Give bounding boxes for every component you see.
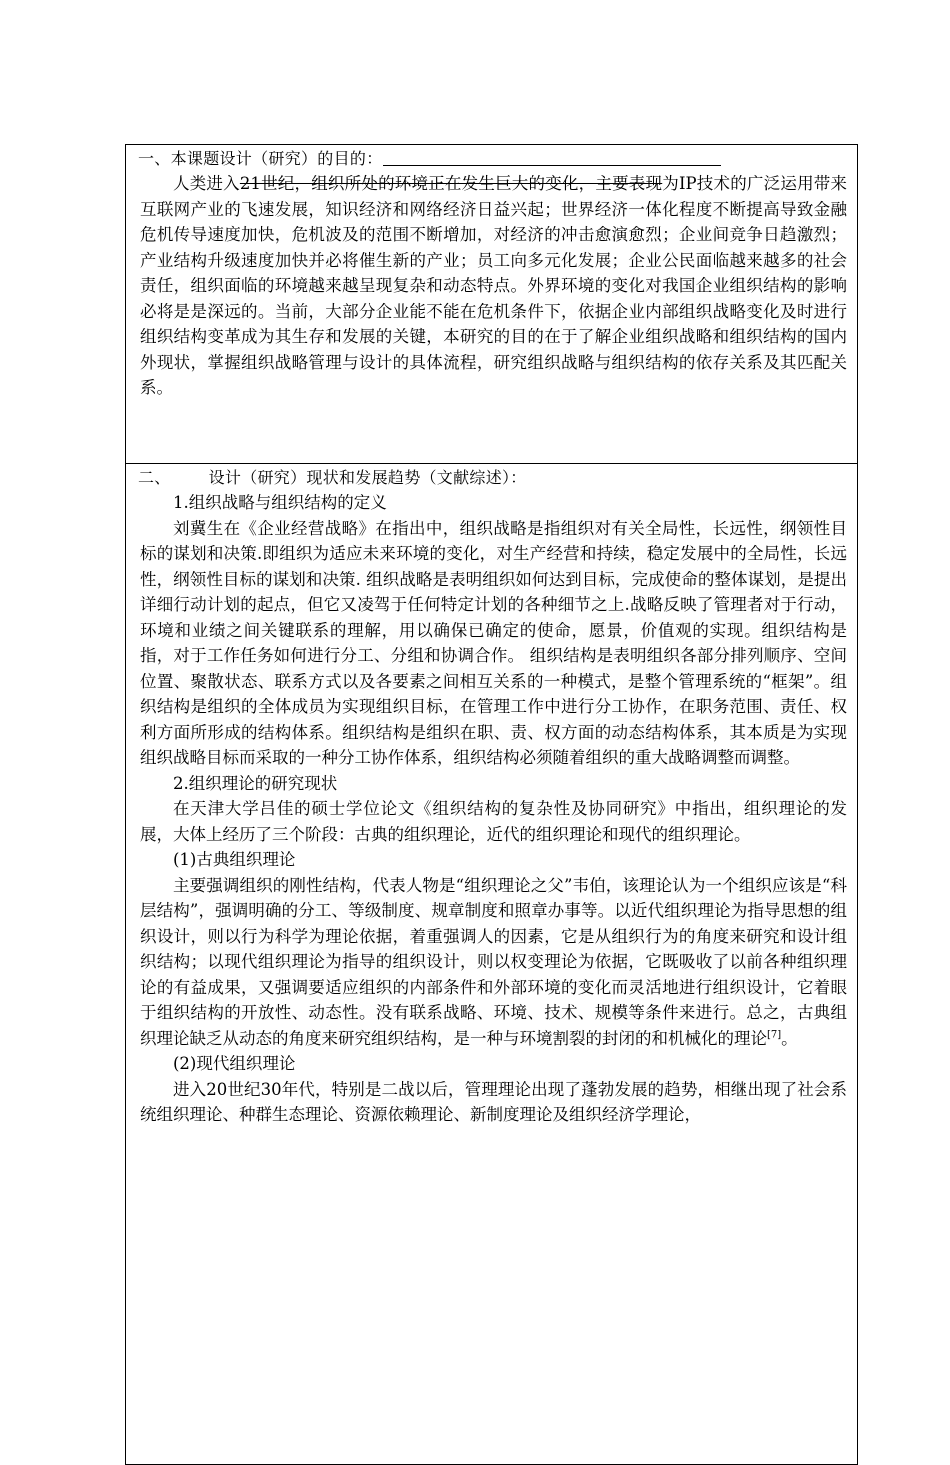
purpose-cell: [126, 145, 858, 464]
title-underline: [383, 165, 721, 166]
section-1-title-tail: 目的：: [333, 149, 383, 168]
heading-modern-theory: (2)现代组织理论: [173, 1054, 296, 1073]
section-2-title-num: 二、: [138, 468, 171, 487]
paragraph-definitions: 刘冀生在《企业经营战略》在指出中，组织战略是指组织对有关全局性，长远性，纲领性目标的谋划和决策.即组织为适应未来环境的变化，对生产经营和持续，稳定发展中的全局性，长远性，纲领性目标的谋划和决策. 组织战略是表明组织如何达到目标，完成使命的整体谋划，是提出详细行动计划的起点，但它又凌驾于任何特定计划的各种细节之上.战略反映了管理者对于行动，环境和业绩之间关键联系的理解，用以确保已确定的使命，愿景，价值观的实现。组织结构是指，对于工作任务如何进行分工、分组和协调合作。 组织结构是表明组织各部分排列顺序、空间位置、聚散状态、联系方式以及各要素之间相互关系的一种模式，是整个管理系统的“框架”。组织结构是组织的全体成员为实现组织目标，在管理工作中进行分工协作，在职务范围、责任、权利方面所形成的结构体系。组织结构是组织在职、责、权方面的动态结构体系，其本质是为实现组织战略目标而采取的一种分工协作体系，组织结构必须随着组织的重大战略调整而调整。: [140, 518, 847, 767]
section-2-title-text: 设计（研究）现状和发展趋势（文献综述）：: [208, 468, 527, 487]
purpose-struck-text: 21世纪，组织所处的环境正在发生巨大的变化，主要表现: [239, 174, 663, 193]
classical-theory-text: 主要强调组织的刚性结构，代表人物是“组织理论之父”韦伯，该理论认为一个组织应该是“科层结构”，强调明确的分工、等级制度、规章制度和照章办事等。以近代组织理论为指导思想的组织设计，则以行为科学为理论依据，着重强调人的因素，它是从组织行为的角度来研究和设计组织结构；以现代组织理论为指导的组织设计，则以权变理论为依据，它既吸收了以前各种组织理论的有益成果，又强调要适应组织的内部条件和外部环境的变化而灵活地进行组织设计，它着眼于组织结构的开放性、动态性。没有联系战略、环境、技术、规模等条件来进行。总之，古典组织理论缺乏从动态的角度来研究组织结构，是一种与环境割裂的封闭的和机械化的理论: [140, 875, 847, 1048]
section-1-title-text: 一、本课题设计（研究）的: [138, 149, 334, 168]
purpose-intro: 人类进入: [173, 174, 240, 193]
proposal-table: [125, 144, 858, 1465]
purpose-paragraph: [140, 171, 847, 401]
reference-marker: [7]: [767, 1029, 782, 1040]
heading-research-status: 2.组织理论的研究现状: [173, 773, 338, 793]
heading-definitions: 1.组织战略与组织结构的定义: [173, 493, 387, 512]
section-2-title: [138, 466, 847, 490]
classical-theory-end: 。: [781, 1028, 798, 1048]
section-1-title: [138, 147, 847, 171]
paragraph-classical-theory: [140, 873, 847, 1052]
literature-review-cell: [126, 464, 858, 1465]
paragraph-modern-theory: 进入20世纪30年代，特别是二战以后，管理理论出现了蓬勃发展的趋势，相继出现了社会系统组织理论、种群生态理论、资源依赖理论、新制度理论及组织经济学理论，: [140, 1079, 847, 1124]
paragraph-research-status: 在天津大学吕佳的硕士学位论文《组织结构的复杂性及协同研究》中指出，组织理论的发展，大体上经历了三个阶段：古典的组织理论，近代的组织理论和现代的组织理论。: [140, 799, 847, 844]
purpose-text: 为IP技术的广泛运用带来互联网产业的飞速发展，知识经济和网络经济日益兴起；世界经济一体化程度不断提高导致金融危机传导速度加快，危机波及的范围不断增加，对经济的冲击愈演愈烈；企业间竞争日趋激烈；产业结构升级速度加快并必将催生新的产业；员工向多元化发展；企业公民面临越来越多的社会责任，组织面临的环境越来越呈现复杂和动态特点。外界环境的变化对我国企业组织结构的影响必将是是深远的。当前，大部分企业能不能在危机条件下，依据企业内部组织战略变化及时进行组织结构变革成为其生存和发展的关键，本研究的目的在于了解企业组织战略和组织结构的国内外现状，掌握组织战略管理与设计的具体流程，研究组织战略与组织结构的依存关系及其匹配关系。: [140, 174, 848, 397]
heading-classical-theory: (1)古典组织理论: [173, 850, 296, 869]
